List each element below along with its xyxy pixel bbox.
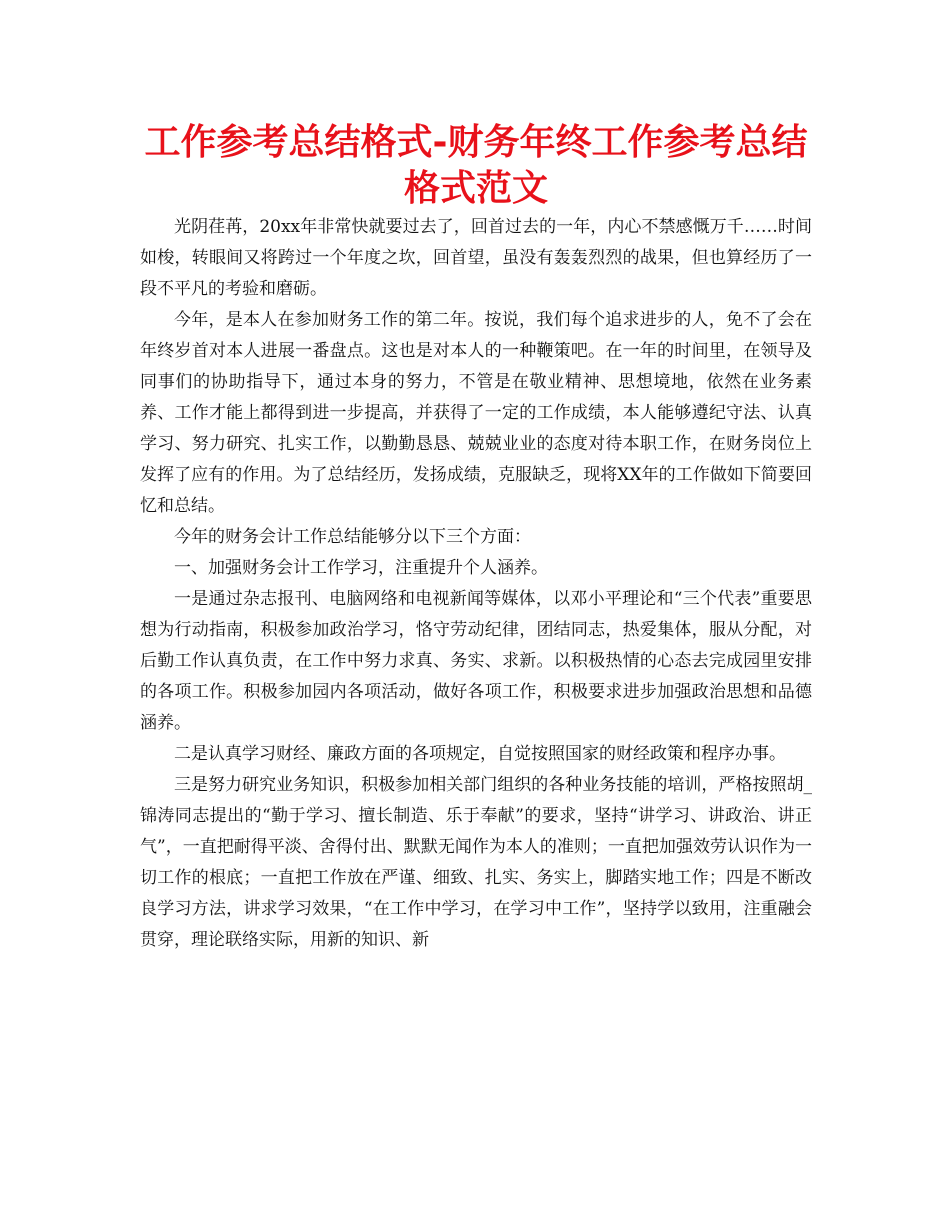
document-body: [140, 212, 812, 956]
paragraph: 三是努力研究业务知识，积极参加相关部门组织的各种业务技能的培训，严格按照胡_锦涛同志提出的“勤于学习、擅长制造、乐于奉献”的要求，坚持“讲学习、讲政治、讲正气”，一直把耐得平淡、舍得付出、默默无闻作为本人的准则；一直把加强效劳认识作为一切工作的根底；一直把工作放在严谨、细致、扎实、务实上，脚踏实地工作；四是不断改良学习方法，讲求学习效果，“在工作中学习，在学习中工作”，坚持学以致用，注重融会贯穿，理论联络实际，用新的知识、新: [140, 775, 812, 950]
paragraph: 今年的财务会计工作总结能够分以下三个方面：: [174, 527, 531, 547]
paragraph: 今年，是本人在参加财务工作的第二年。按说，我们每个追求进步的人，免不了会在年终岁首对本人进展一番盘点。这也是对本人的一种鞭策吧。在一年的时间里，在领导及同事们的协助指导下，通过本身的努力，不管是在敬业精神、思想境地，依然在业务素养、工作才能上都得到进一步提高，并获得了一定的工作成绩，本人能够遵纪守法、认真学习、努力研究、扎实工作，以勤勤恳恳、兢兢业业的态度对待本职工作，在财务岗位上发挥了应有的作用。为了总结经历，发扬成绩，克服缺乏，现将XX年的工作做如下简要回忆和总结。: [140, 310, 812, 516]
section-heading: 一、加强财务会计工作学习，注重提升个人涵养。: [174, 558, 548, 578]
paragraph: 二是认真学习财经、廉政方面的各项规定，自觉按照国家的财经政策和程序办事。: [174, 744, 786, 764]
paragraph: 一是通过杂志报刊、电脑网络和电视新闻等媒体，以邓小平理论和“三个代表”重要思想为行动指南，积极参加政治学习，恪守劳动纪律，团结同志，热爱集体，服从分配，对后勤工作认真负责，在工作中努力求真、务实、求新。以积极热情的心态去完成园里安排的各项工作。积极参加园内各项活动，做好各项工作，积极要求进步加强政治思想和品德涵养。: [140, 589, 812, 733]
paragraph: 光阴荏苒，20xx年非常快就要过去了，回首过去的一年，内心不禁感慨万千……时间如梭，转眼间又将跨过一个年度之坎，回首望，虽没有轰轰烈烈的战果，但也算经历了一段不平凡的考验和磨砺。: [140, 217, 812, 299]
document-page: [140, 0, 812, 956]
document-title: 工作参考总结格式-财务年终工作参考总结格式范文: [144, 122, 808, 209]
